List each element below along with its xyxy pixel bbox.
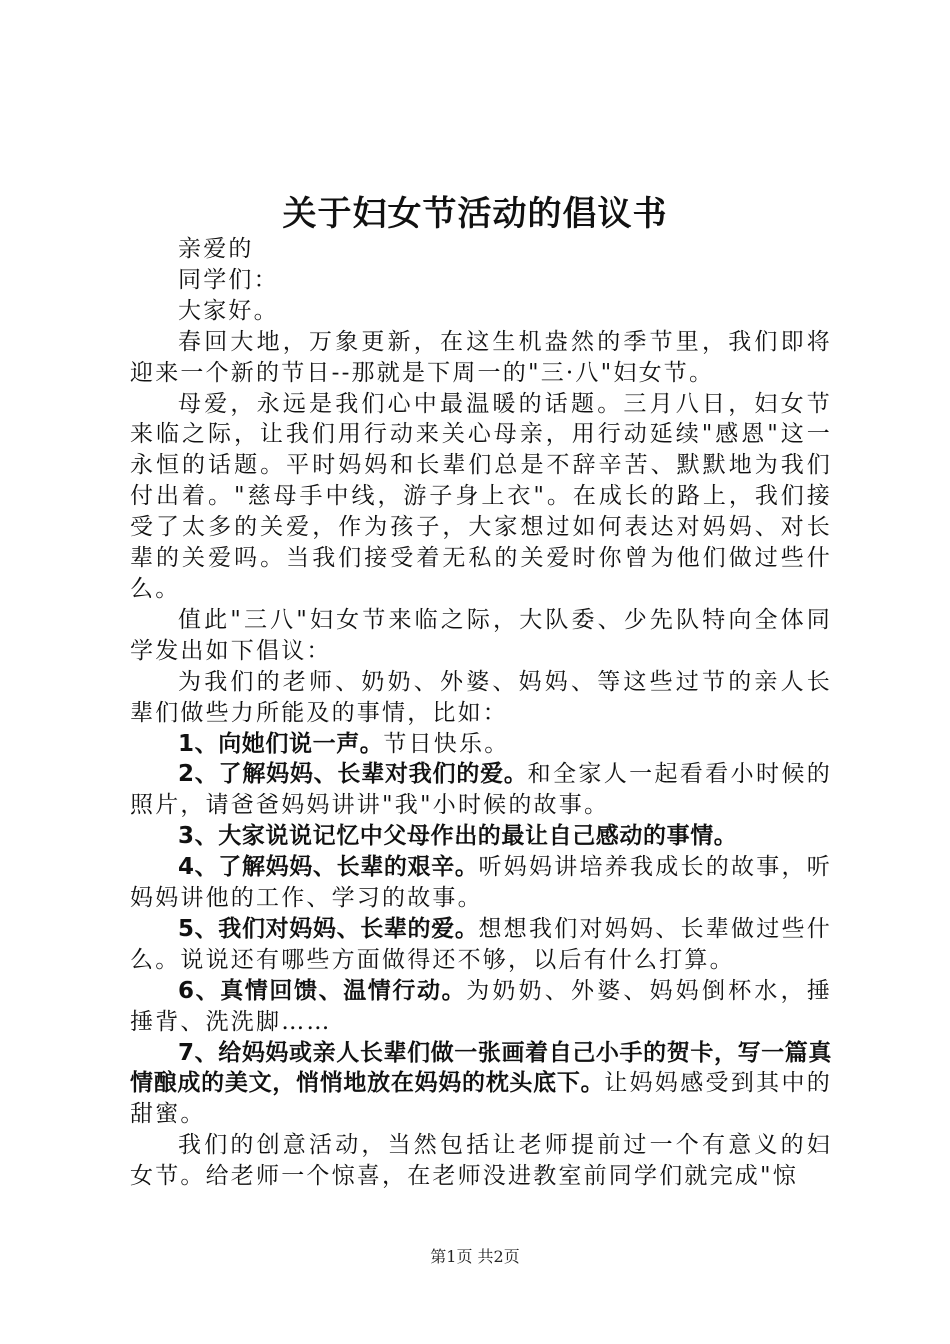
document-body — [130, 234, 832, 1192]
list-item — [130, 976, 832, 1038]
list-item — [130, 914, 832, 976]
page-footer: 第1页 共2页 — [430, 1247, 520, 1266]
list-item-text: 想想我们对妈妈、长辈做过些什么。说说还有哪些方面做得还不够，以后有什么打算。 — [130, 915, 832, 973]
mother-love-paragraph: 母爱，永远是我们心中最温暖的话题。三月八日，妇女节来临之际，让我们用行动来关心母亲，用行动延续"感恩"这一永恒的话题。平时妈妈和长辈们总是不辞辛苦、默默地为我们付出着。"慈母手中线，游子身上衣"。在成长的路上，我们接受了太多的关爱，作为孩子，大家想过如何表达对妈妈、对长辈的关爱吗。当我们接受着无私的关爱时你曾为他们做过些什么。 — [130, 390, 832, 602]
intro-paragraph: 春回大地，万象更新，在这生机盎然的季节里，我们即将迎来一个新的节日--那就是下周一的"三·八"妇女节。 — [130, 328, 832, 386]
list-item — [130, 729, 832, 760]
list-item — [130, 852, 832, 914]
list-item — [130, 759, 832, 821]
list-item-heading: 4、了解妈妈、长辈的艰辛。 — [178, 854, 479, 881]
list-item — [130, 1038, 832, 1131]
list-item-heading: 3、大家说说记忆中父母作出的最让自己感动的事情。 — [178, 823, 738, 850]
list-item-text: 和全家人一起看看小时候的照片，请爸爸妈妈讲讲"我"小时候的故事。 — [130, 761, 832, 819]
list-item-heading: 5、我们对妈妈、长辈的爱。 — [178, 915, 479, 942]
page-title: 关于妇女节活动的倡议书 — [282, 194, 668, 234]
list-item-heading: 6、真情回馈、温情行动。 — [178, 977, 467, 1004]
list-item-text: 为奶奶、外婆、妈妈倒杯水，捶捶背、洗洗脚…… — [130, 977, 832, 1035]
salutation-line-1: 亲爱的 — [178, 236, 254, 262]
list-item-text: 让妈妈感受到其中的甜蜜。 — [130, 1070, 832, 1128]
proposal-scope-paragraph: 为我们的老师、奶奶、外婆、妈妈、等这些过节的亲人长辈们做些力所能及的事情，比如： — [130, 668, 832, 726]
list-item — [130, 821, 832, 852]
list-item-heading: 2、了解妈妈、长辈对我们的爱。 — [178, 761, 528, 788]
list-item-text: 节日快乐。 — [383, 730, 510, 757]
list-item-heading: 1、向她们说一声。 — [178, 730, 384, 757]
greeting: 大家好。 — [178, 297, 279, 324]
closing-paragraph: 我们的创意活动，当然包括让老师提前过一个有意义的妇女节。给老师一个惊喜，在老师没进教室前同学们就完成"惊 — [130, 1132, 832, 1190]
list-item-text: 听妈妈讲培养我成长的故事，听妈妈讲他的工作、学习的故事。 — [130, 854, 832, 912]
list-item-heading: 7、给妈妈或亲人长辈们做一张画着自己小手的贺卡，写一篇真情酿成的美文，悄悄地放在妈妈的枕头底下。 — [130, 1039, 832, 1097]
proposal-intro-paragraph: 值此"三八"妇女节来临之际，大队委、少先队特向全体同学发出如下倡议： — [130, 606, 832, 664]
salutation-line-2: 同学们： — [178, 266, 279, 293]
